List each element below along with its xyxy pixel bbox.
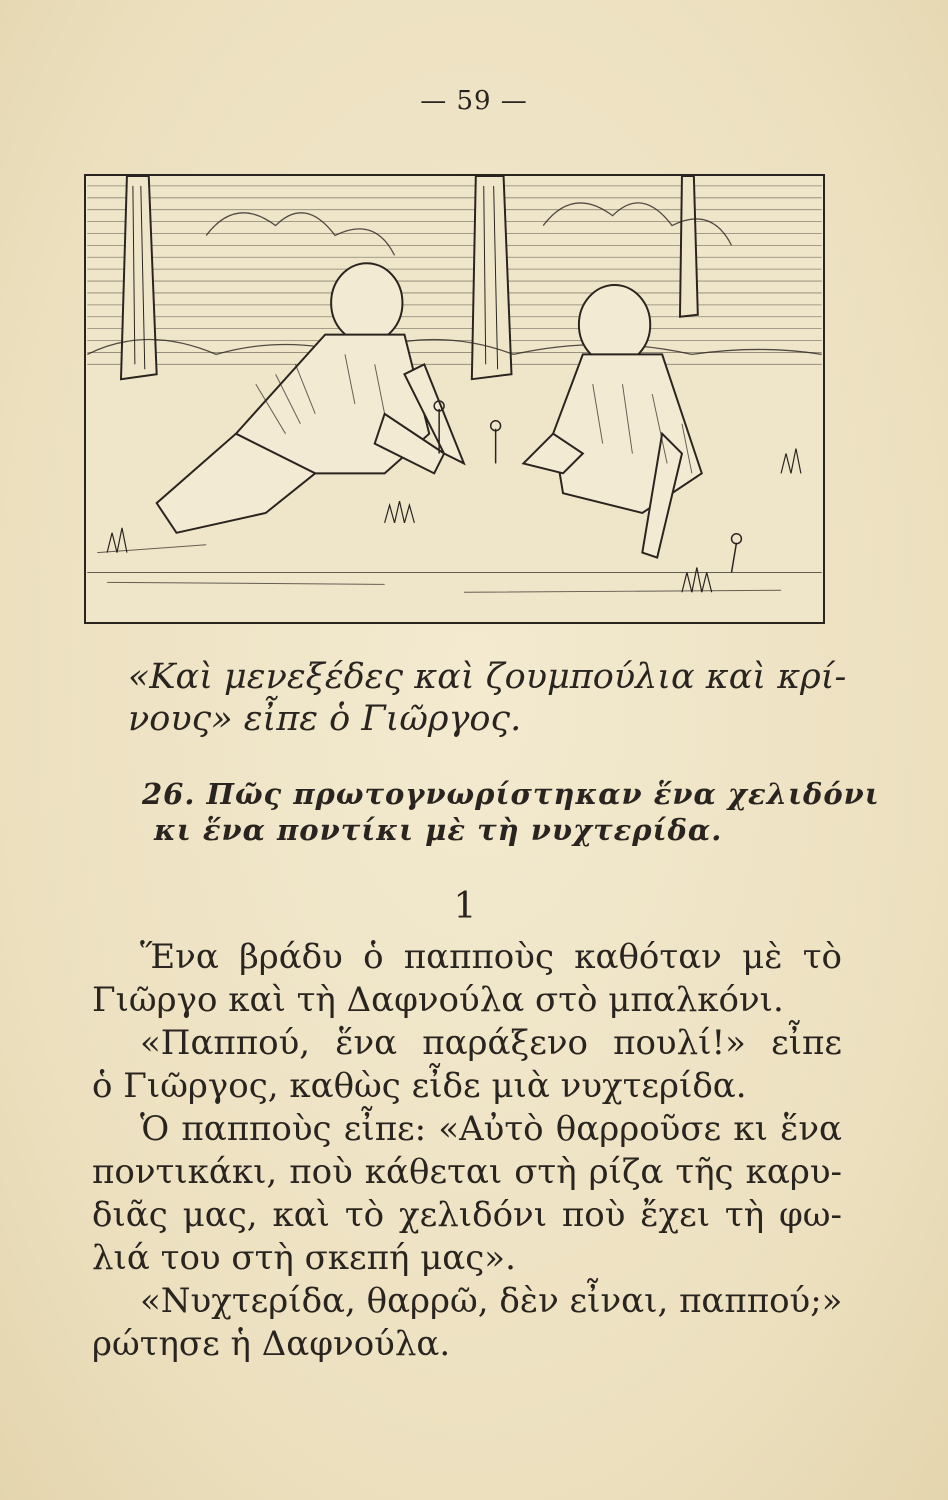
chapter-title [142,776,880,848]
body-line: Γιῶργο καὶ τὴ Δαφνούλα στὸ μπαλκόνι. [92,980,784,1020]
body-line: ποντικάκι, ποὺ κάθεται στὴ ρίζα τῆς καρυ- [92,1152,842,1192]
chapter-title-line: 26. Πῶς πρωτογνωρίστηκαν ἕνα χελιδόνι [142,777,880,811]
body-line: Ἕνα βράδυ ὁ παπποὺς καθόταν μὲ τὸ [140,937,842,977]
body-line: ὁ Γιῶργος, καθὼς εἶδε μιὰ νυχτερίδα. [92,1066,747,1106]
body-line: «Νυχτερίδα, θαρρῶ, δὲν εἶναι, παππού;» [140,1281,843,1321]
chapter-title-line: κι ἕνα ποντίκι μὲ τὴ νυχτερίδα. [154,813,723,847]
children-picking-flowers-illustration [84,174,825,624]
body-line: «Παππού, ἕνα παράξενο πουλί!» εἶπε [140,1023,842,1063]
body-text [92,936,842,1366]
illustration-caption [128,656,847,740]
body-line: ρώτησε ἡ Δαφνούλα. [92,1324,451,1364]
body-line: λιά του στὴ σκεπή μας». [92,1238,516,1278]
section-number: 1 [453,886,477,927]
body-line: Ὁ παπποὺς εἶπε: «Αὐτὸ θαρροῦσε κι ἕνα [140,1109,842,1149]
page-number: — 59 — [420,86,528,116]
caption-line: νους» εἶπε ὁ Γιῶργος. [128,699,522,739]
illustration-drawing [86,176,823,622]
caption-line: «Καὶ μενεξέδες καὶ ζουμπούλια καὶ κρί- [128,657,847,697]
body-line: διᾶς μας, καὶ τὸ χελιδόνι ποὺ ἔχει τὴ φω- [92,1195,842,1235]
